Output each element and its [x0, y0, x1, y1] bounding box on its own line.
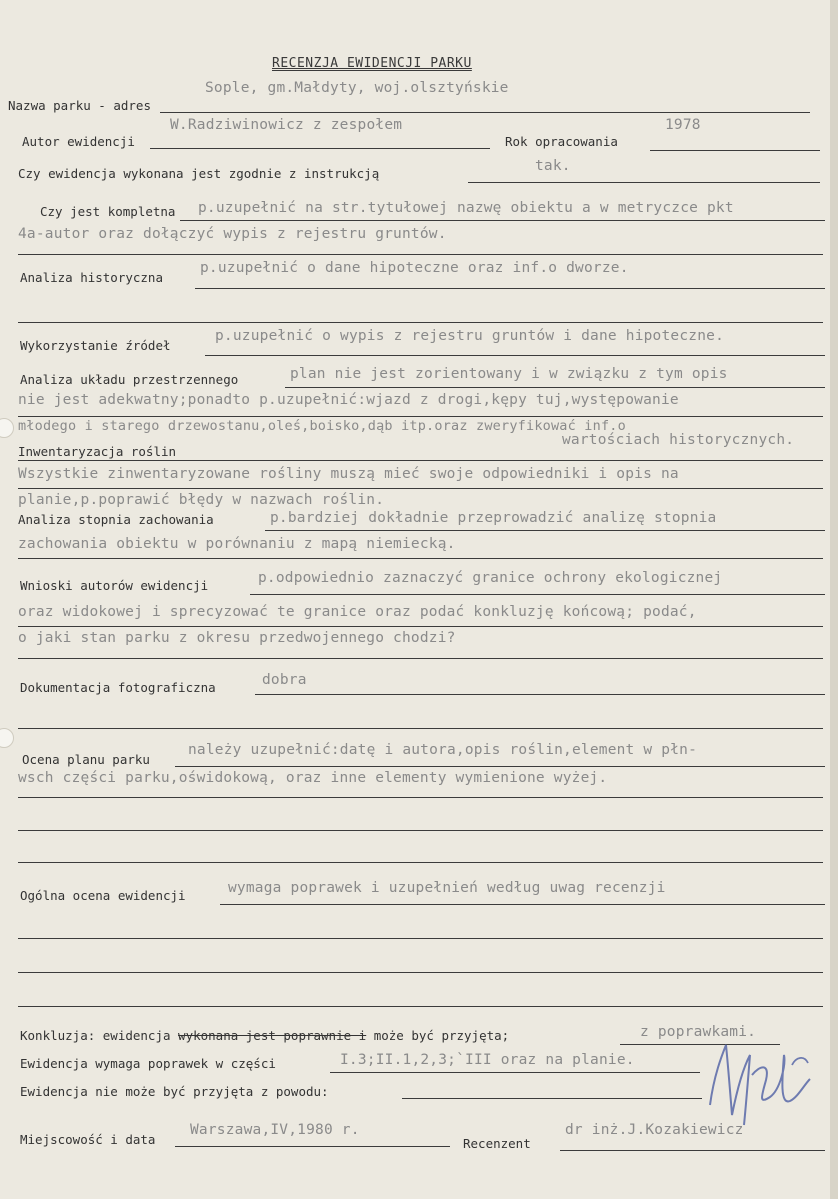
- conclusion-suffix: może być przyjęta;: [373, 1028, 510, 1043]
- historical-rule-2: [18, 322, 823, 323]
- completeness-rule-1: [180, 220, 825, 221]
- sources-label: Wykorzystanie źródeł: [20, 338, 171, 353]
- overall-rule-1: [220, 904, 825, 905]
- punch-hole: [0, 728, 14, 748]
- reviewer-value: dr inż.J.Kozakiewicz: [565, 1122, 744, 1138]
- photo-doc-rule-2: [18, 728, 823, 729]
- completeness-label: Czy jest kompletna: [40, 204, 176, 219]
- conclusion-struck-text: wykonana jest poprawnie i: [178, 1028, 367, 1043]
- compliance-label: Czy ewidencja wykonana jest zgodnie z instrukcją: [18, 166, 380, 181]
- completeness-rule-2: [18, 254, 823, 255]
- compliance-value: tak.: [535, 158, 571, 174]
- historical-label: Analiza historyczna: [20, 270, 163, 285]
- preservation-line-2: zachowania obiektu w porównaniu z mapą niemiecką.: [18, 536, 456, 552]
- conclusions-rule-1: [250, 594, 825, 595]
- sources-rule: [205, 355, 825, 356]
- year-line: [650, 150, 820, 151]
- layout-analysis-line-4: wartościach historycznych.: [562, 432, 795, 448]
- year-value: 1978: [665, 117, 701, 133]
- rejection-label: Ewidencja nie może być przyjęta z powodu:: [20, 1084, 329, 1099]
- layout-analysis-rule-2: [18, 416, 823, 417]
- historical-value: p.uzupełnić o dane hipoteczne oraz inf.o dworze.: [200, 260, 629, 276]
- overall-value: wymaga poprawek i uzupełnień według uwag recenzji: [228, 880, 666, 896]
- completeness-line-2: 4a-autor oraz dołączyć wypis z rejestru gruntów.: [18, 226, 447, 242]
- conclusions-line-2: oraz widokowej i sprecyzować te granice oraz podać konkluzję końcową; podać,: [18, 604, 697, 620]
- corrections-label: Ewidencja wymaga poprawek w części: [20, 1056, 276, 1071]
- inventory-line-2: planie,p.poprawić błędy w nazwach roślin.: [18, 492, 385, 508]
- overall-rule-2: [18, 938, 823, 939]
- plan-review-line-1: należy uzupełnić:datę i autora,opis roślin,element w płn-: [188, 742, 697, 758]
- inventory-rule-2: [18, 488, 823, 489]
- place-date-rule: [175, 1146, 450, 1147]
- year-label: Rok opracowania: [505, 134, 618, 149]
- handwritten-signature: [700, 1035, 818, 1130]
- punch-hole: [0, 418, 14, 438]
- photo-doc-rule-1: [255, 694, 825, 695]
- park-name-value: Sople, gm.Małdyty, woj.olsztyńskie: [205, 80, 509, 96]
- overall-label: Ogólna ocena ewidencji: [20, 888, 186, 903]
- inventory-label: Inwentaryzacja roślin: [18, 444, 177, 459]
- preservation-rule-1: [265, 530, 825, 531]
- conclusions-line-3: o jaki stan parku z okresu przedwojennego chodzi?: [18, 630, 456, 646]
- corrections-value: I.3;II.1,2,3;`III oraz na planie.: [340, 1052, 635, 1068]
- sources-value: p.uzupełnić o wypis z rejestru gruntów i dane hipoteczne.: [215, 328, 724, 344]
- reviewer-rule: [560, 1150, 825, 1151]
- compliance-line: [468, 182, 820, 183]
- form-title: RECENZJA EWIDENCJI PARKU: [272, 56, 472, 71]
- plan-review-rule-2: [18, 797, 823, 798]
- preservation-line-1: p.bardziej dokładnie przeprowadzić analizę stopnia: [270, 510, 717, 526]
- conclusion-label: [20, 1028, 509, 1043]
- layout-analysis-rule-1: [285, 387, 825, 388]
- place-date-value: Warszawa,IV,1980 r.: [190, 1122, 360, 1138]
- place-date-label: Miejscowość i data: [20, 1132, 156, 1147]
- plan-review-rule-3: [18, 830, 823, 831]
- author-value: W.Radziwinowicz z zespołem: [170, 117, 403, 133]
- conclusions-label: Wnioski autorów ewidencji: [20, 578, 209, 593]
- overall-rule-4: [18, 1006, 823, 1007]
- page-edge: [830, 0, 838, 1199]
- conclusions-rule-3: [18, 658, 823, 659]
- overall-rule-3: [18, 972, 823, 973]
- plan-review-rule-1: [175, 766, 825, 767]
- photo-doc-label: Dokumentacja fotograficzna: [20, 680, 216, 695]
- historical-rule-1: [195, 288, 825, 289]
- park-name-label: Nazwa parku - adres: [8, 98, 151, 113]
- layout-analysis-label: Analiza układu przestrzennego: [20, 372, 239, 387]
- photo-doc-value: dobra: [262, 672, 307, 688]
- author-label: Autor ewidencji: [22, 134, 135, 149]
- layout-analysis-line-2: nie jest adekwatny;ponadto p.uzupełnić:wjazd z drogi,kępy tuj,występowanie: [18, 392, 679, 408]
- plan-review-rule-4: [18, 862, 823, 863]
- inventory-line-1: Wszystkie zinwentaryzowane rośliny muszą mieć swoje odpowiedniki i opis na: [18, 466, 679, 482]
- park-name-line: [160, 112, 810, 113]
- plan-review-label: Ocena planu parku: [22, 752, 150, 767]
- preservation-rule-2: [18, 558, 823, 559]
- conclusions-line-1: p.odpowiednio zaznaczyć granice ochrony ekologicznej: [258, 570, 723, 586]
- preservation-label: Analiza stopnia zachowania: [18, 512, 214, 527]
- rejection-rule: [402, 1098, 702, 1099]
- author-line: [150, 148, 490, 149]
- layout-analysis-line-3: młodego i starego drzewostanu,oleś,boisko,dąb itp.oraz zweryfikować inf.o: [18, 418, 626, 434]
- inventory-rule-1: [18, 460, 823, 461]
- layout-analysis-line-1: plan nie jest zorientowany i w związku z tym opis: [290, 366, 728, 382]
- conclusions-rule-2: [18, 626, 823, 627]
- corrections-rule: [330, 1072, 700, 1073]
- reviewer-label: Recenzent: [463, 1136, 531, 1151]
- plan-review-line-2: wsch części parku,oświdokową, oraz inne elementy wymienione wyżej.: [18, 770, 608, 786]
- completeness-line-1: p.uzupełnić na str.tytułowej nazwę obiektu a w metryczce pkt: [198, 200, 734, 216]
- conclusion-value: z poprawkami.: [640, 1024, 757, 1040]
- conclusion-prefix: Konkluzja: ewidencja: [20, 1028, 171, 1043]
